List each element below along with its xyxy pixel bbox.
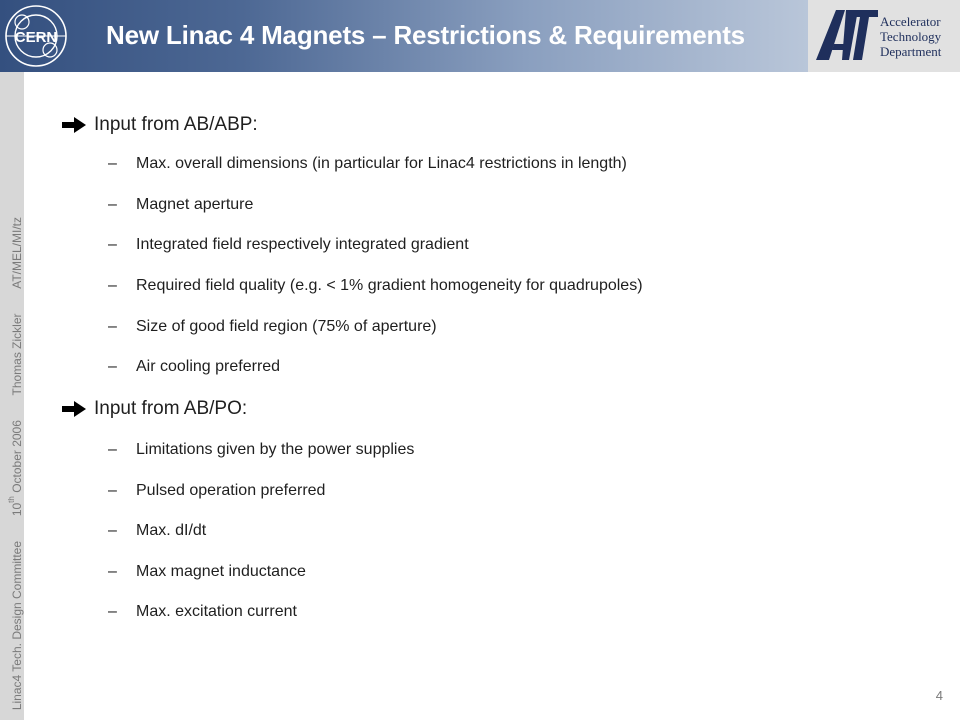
department-line-3: Department [880,44,942,59]
list-dash: – [108,522,117,539]
list-item-text: Max. overall dimensions (in particular for Linac4 restrictions in length) [136,155,627,172]
cern-logo-icon [2,2,70,70]
slide-header [0,0,808,72]
list-item [108,482,325,500]
list-dash: – [108,277,117,294]
department-line-1: Accelerator [880,14,941,29]
list-item [108,441,414,459]
list-dash: – [108,155,117,172]
list-item [108,236,469,254]
sidebar-text [3,217,26,710]
department-name [880,14,941,59]
sidebar-event: Linac4 Tech. Design Committee [10,540,24,710]
list-dash: – [108,236,117,253]
sidebar-author: Thomas Zickler [10,313,24,396]
list-dash: – [108,563,117,580]
sidebar-date-suffix: th [7,496,16,503]
list-item [108,155,627,173]
section-heading-abp [60,114,258,136]
list-dash: – [108,441,117,458]
list-item-text: Required field quality (e.g. < 1% gradient homogeneity for quadrupoles) [136,277,643,294]
footer-sidebar [0,72,24,720]
sidebar-group: AT/MEL/MI/tz [10,216,24,289]
sidebar-date [7,420,24,517]
list-item-text: Integrated field respectively integrated gradient [136,236,469,253]
list-item [108,196,253,214]
list-item-text: Max. dI/dt [136,522,207,539]
list-item [108,318,437,336]
department-line-2: Technology [880,29,942,44]
sidebar-date-rest: October 2006 [10,420,24,497]
arrow-right-icon [60,115,88,135]
list-dash: – [108,603,117,620]
sidebar-date-day: 10 [10,502,24,517]
arrow-right-icon [60,399,88,419]
list-item [108,563,306,581]
section-heading-po [60,398,247,420]
slide-title: New Linac 4 Magnets – Restrictions & Requirements [106,20,745,50]
section-heading-text: Input from AB/ABP: [94,114,258,135]
section-heading-text: Input from AB/PO: [94,398,248,419]
page-number: 4 [935,688,943,703]
list-dash: – [108,318,117,335]
list-item [108,603,297,621]
list-item-text: Air cooling preferred [136,358,281,375]
list-item-text: Size of good field region (75% of aperture) [136,318,437,335]
list-dash: – [108,358,117,375]
list-item-text: Magnet aperture [136,196,254,213]
list-item-text: Max magnet inductance [136,563,306,580]
list-item [108,358,280,376]
list-dash: – [108,196,117,213]
list-item [108,277,643,295]
list-item [108,522,206,540]
at-logo-icon [816,10,878,62]
department-logo [808,0,960,72]
list-item-text: Limitations given by the power supplies [136,441,415,458]
list-item-text: Pulsed operation preferred [136,482,326,499]
cern-logo-text: CERN [14,29,58,46]
list-dash: – [108,482,117,499]
list-item-text: Max. excitation current [136,603,297,620]
